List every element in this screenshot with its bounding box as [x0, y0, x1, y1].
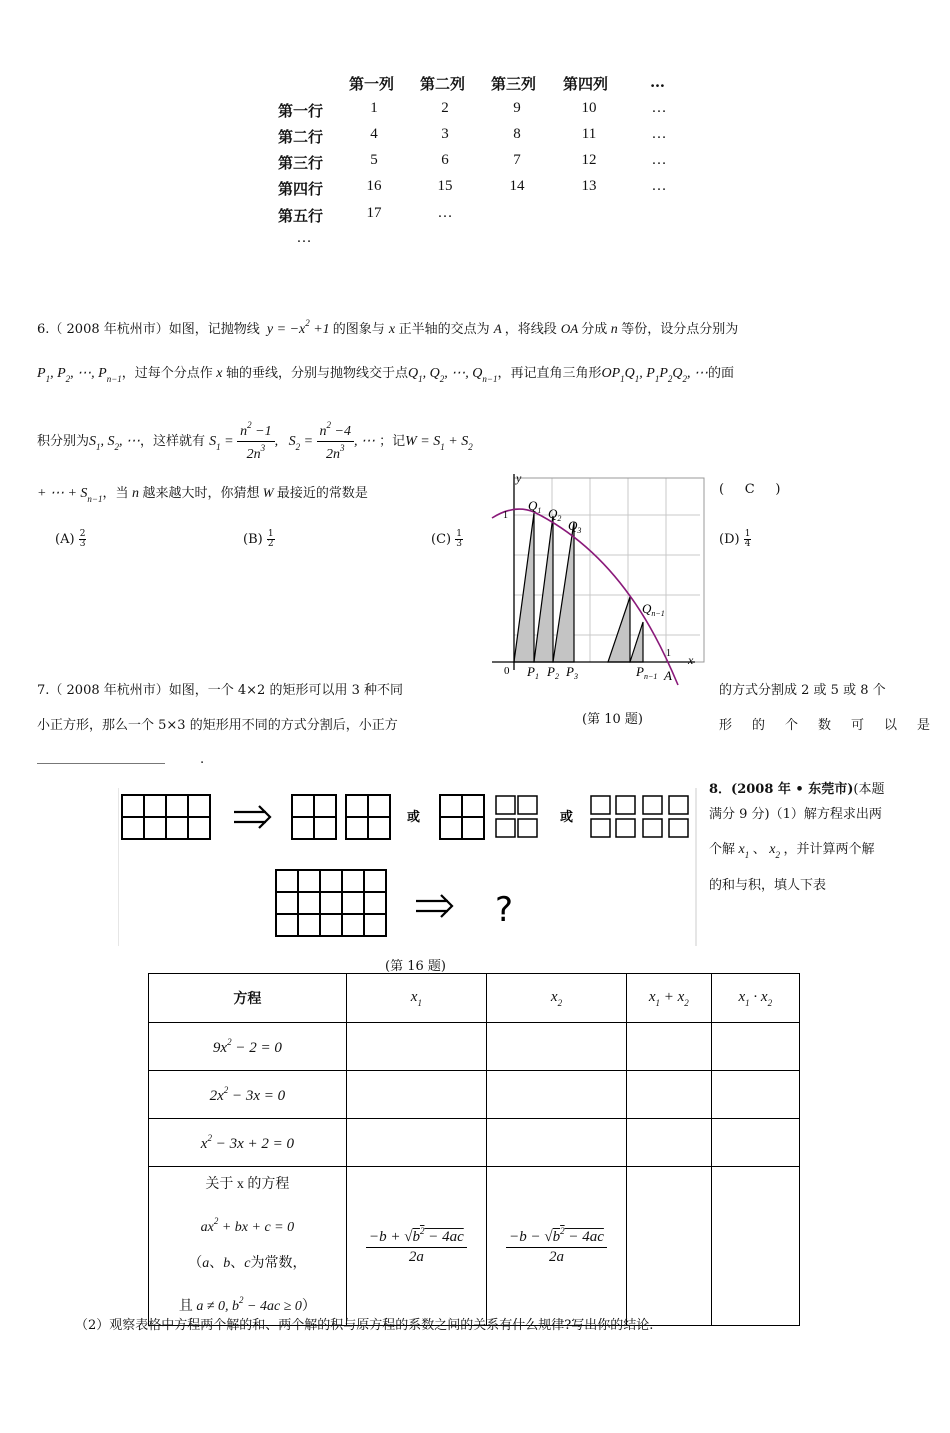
svg-text:Qn−1: $Q_{n-1}$	[642, 601, 665, 618]
q6-answer: ( C )	[719, 482, 781, 497]
grid-5x3	[276, 870, 386, 936]
svg-text:A: A	[664, 668, 672, 683]
answer-cell[interactable]	[346, 1119, 486, 1167]
answer-cell[interactable]	[627, 1119, 711, 1167]
svg-text:1: 1	[503, 510, 508, 521]
grid-cell: 16	[366, 178, 382, 194]
svg-text:y: y	[516, 471, 522, 485]
equation-cell: $9x^2 - 2 = 0$	[149, 1023, 347, 1071]
grid-cell: …	[651, 100, 667, 116]
q7-line2-right: 形的个数可以是	[719, 718, 950, 733]
grid-cell: …	[651, 152, 667, 168]
grid-cell: …	[437, 205, 453, 221]
grid-cell: 1	[370, 100, 378, 116]
q6-figure-caption: (第 10 题)	[582, 712, 643, 727]
grid-cell: 14	[509, 178, 525, 194]
answer-cell[interactable]	[486, 1119, 626, 1167]
row-label-2: 第二行	[278, 128, 324, 146]
header-equation: 方程	[149, 974, 347, 1023]
grid-cell: …	[651, 178, 667, 194]
q8-line3: 个解 $x_1$ 、 $x_2$ ，并计算两个解	[709, 842, 875, 860]
col-header-4: 第四列	[563, 75, 609, 93]
answer-cell[interactable]	[486, 1023, 626, 1071]
table-row	[149, 1119, 800, 1167]
q8-part2: （2）观察表格中方程两个解的和、两个解的积与原方程的系数之间的关系有什么规律?写出你的结论.	[75, 1318, 654, 1333]
q6-line3: 积分别为$S_1$, $S_2$, ⋯，这样就有 $S_1$ = $\frac{n^2 -1}{2n^3}$ , $S_2$ = $\frac{n^2 -4}{2n^3}$ , ⋯ ；记$W = S_1 + S_2$	[37, 420, 473, 462]
q7-line1: 7.（ 2008 年杭州市）如图，一个 4×2 的矩形可以用 3 种不同	[37, 683, 403, 698]
svg-text:Q1: $Q_1$	[528, 498, 542, 515]
option-a[interactable]: (A) $\frac{2}{3}$	[55, 529, 86, 549]
or-label: 或	[407, 810, 421, 825]
svg-text:Q2: $Q_2$	[548, 506, 562, 523]
parabola-equation: $y = -x^2 +1$	[266, 318, 330, 337]
grid-cell: 11	[581, 126, 597, 142]
q7-line2: 小正方形，那么一个 5×3 的矩形用不同的方式分割后，小正方	[37, 718, 398, 733]
root-formula-2: $\frac{-b - √b^2 - 4ac}{2a}$	[486, 1167, 626, 1326]
answer-cell[interactable]	[486, 1071, 626, 1119]
triangle-3	[553, 522, 574, 662]
header-product: $x_1 \cdot x_2$	[711, 974, 799, 1023]
grid-cell: 12	[581, 152, 597, 168]
question-mark: ?	[495, 890, 514, 930]
grid-cell: 5	[370, 152, 378, 168]
option-b[interactable]: (B) $\frac{1}{2}$	[243, 529, 274, 549]
or-label: 或	[560, 810, 574, 825]
option-c[interactable]: (C) $\frac{1}{3}$	[431, 529, 462, 549]
general-equation-cell: 关于 x 的方程 $ax^2$ + bx + c = 0 （a、b、c为常数， 且 a ≠ 0, $b^2 - 4ac \ge 0$）	[149, 1167, 347, 1326]
row-label-1: 第一行	[278, 102, 324, 120]
rectangle-split-figure	[118, 788, 698, 946]
table-row	[149, 1071, 800, 1119]
grid-cell: 6	[441, 152, 449, 168]
row-label-5: 第五行	[278, 207, 324, 225]
equation-cell: $2x^2 - 3x = 0$	[149, 1071, 347, 1119]
answer-cell[interactable]	[711, 1071, 799, 1119]
svg-text:0: 0	[504, 665, 510, 677]
q8-line1: 8．(2008 年 • 东莞市)(本题	[709, 782, 885, 797]
svg-text:Q3: $Q_3$	[568, 518, 582, 535]
q6-line1: 6.（ 2008 年杭州市）如图，记抛物线 $y = -x^2 +1$ 的图象与 x 正半轴的交点为 A ，将线段 OA 分成 n 等份，设分点分别为	[37, 318, 739, 337]
q7-period: .	[200, 752, 205, 767]
q8-line2: 满分 9 分)（1）解方程求出两	[709, 807, 882, 822]
answer-cell[interactable]	[627, 1071, 711, 1119]
triangle-2	[534, 516, 553, 662]
triangle-n2	[608, 597, 630, 662]
answer-cell[interactable]	[346, 1071, 486, 1119]
grid-cell: 15	[437, 178, 453, 194]
grid-trailing-ellipsis: …	[296, 230, 312, 246]
grid-cell: 3	[441, 126, 449, 142]
table-row	[149, 1023, 800, 1071]
grid-cell: 7	[513, 152, 521, 168]
header-x2: $x_2$	[486, 974, 626, 1023]
col-header-more: …	[650, 73, 665, 91]
answer-blank[interactable]	[37, 763, 165, 764]
svg-text:P3: $P_3$	[566, 664, 578, 681]
table-row	[149, 974, 800, 1023]
q6-line2: $P_1$, $P_2$, ⋯, $P_{n-1}$，过每个分点作 x 轴的垂线，分别与抛物线交于点$Q_1$, $Q_2$, ⋯, $Q_{n-1}$，再记直角三角形$OP_1Q_1$, $P_1P_2Q_2$, ⋯的面	[37, 366, 735, 384]
svg-text:Pn−1: $P_{n-1}$	[636, 664, 658, 681]
parabola-figure	[490, 470, 710, 695]
grid-cell: 13	[581, 178, 597, 194]
equation-cell: $x^2 - 3x + 2 = 0$	[149, 1119, 347, 1167]
equation-table	[148, 973, 800, 1326]
q7-figure-caption: (第 16 题)	[385, 959, 446, 974]
answer-cell[interactable]	[711, 1119, 799, 1167]
grid-cell: 10	[581, 100, 597, 116]
answer-cell[interactable]	[711, 1167, 799, 1326]
triangle-n1	[630, 622, 643, 662]
row-label-4: 第四行	[278, 180, 324, 198]
grid-cell: 4	[370, 126, 378, 142]
header-sum: $x_1 + x_2$	[627, 974, 711, 1023]
col-header-3: 第三列	[491, 75, 537, 93]
triangle-1	[514, 513, 534, 662]
answer-cell[interactable]	[346, 1023, 486, 1071]
svg-text:P2: $P_2$	[547, 664, 559, 681]
table-row	[149, 1167, 800, 1326]
answer-cell[interactable]	[711, 1023, 799, 1071]
svg-text:x: x	[688, 653, 694, 667]
col-header-1: 第一列	[349, 75, 395, 93]
svg-text:P1: $P_1$	[527, 664, 539, 681]
svg-text:1: 1	[666, 648, 671, 659]
q6-line4: + ⋯ + $S_{n-1}$，当 n 越来越大时，你猜想 W 最接近的常数是	[37, 485, 368, 504]
grid-cell: 8	[513, 126, 521, 142]
header-x1: $x_1$	[346, 974, 486, 1023]
col-header-2: 第二列	[420, 75, 466, 93]
answer-cell[interactable]	[627, 1167, 711, 1326]
option-d[interactable]: (D) $\frac{1}{4}$	[719, 529, 751, 549]
grid-cell: 2	[441, 100, 449, 116]
root-formula-1: $\frac{-b + √b^2 - 4ac}{2a}$	[346, 1167, 486, 1326]
q8-line4: 的和与积，填人下表	[709, 878, 827, 893]
row-label-3: 第三行	[278, 154, 324, 172]
answer-cell[interactable]	[627, 1023, 711, 1071]
q7-line1-right: 的方式分割成 2 或 5 或 8 个	[719, 683, 886, 698]
grid-cell: 17	[366, 205, 382, 221]
grid-cell: …	[651, 126, 667, 142]
grid-cell: 9	[513, 100, 521, 116]
